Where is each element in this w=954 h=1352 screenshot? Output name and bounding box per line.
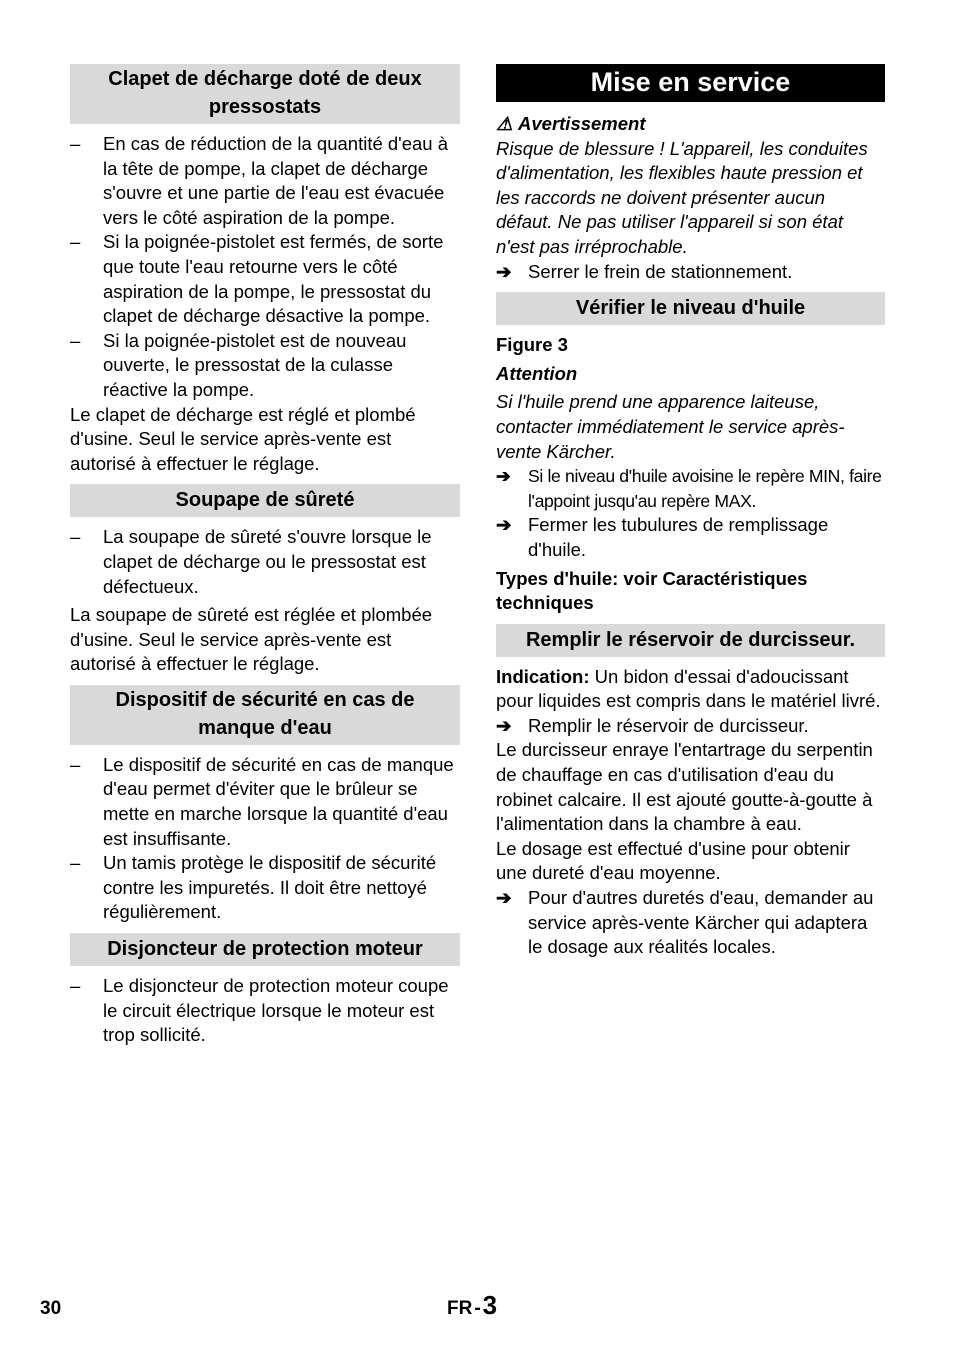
indication-paragraph bbox=[496, 665, 885, 714]
right-column bbox=[496, 64, 885, 960]
step-text: Fermer les tubulures de remplissage d'huile. bbox=[528, 514, 829, 560]
arrow-icon: ➔ bbox=[496, 260, 512, 282]
step-item bbox=[496, 260, 885, 285]
discharge-valve-list bbox=[70, 132, 460, 403]
language-code: FR bbox=[447, 1298, 473, 1319]
dash-bullet: – bbox=[70, 526, 81, 548]
list-item-text: Le dispositif de sécurité en cas de manque d'eau permet d'éviter que le brûleur se mette en marche lorsque la quantité d'eau est insuffisante. bbox=[103, 753, 454, 849]
safety-valve-note: La soupape de sûreté est réglée et plombée d'usine. Seul le service après-vente est autorisé à effectuer le réglage. bbox=[70, 604, 433, 675]
dash-bullet: – bbox=[70, 975, 81, 997]
arrow-icon: ➔ bbox=[496, 514, 512, 536]
warning-heading bbox=[496, 112, 885, 137]
page-number: 30 bbox=[40, 1298, 62, 1319]
step-text: Serrer le frein de stationnement. bbox=[528, 260, 793, 282]
dash-bullet: – bbox=[70, 133, 81, 154]
section-number: 3 bbox=[482, 1290, 498, 1320]
step-text: Si le niveau d'huile avoisine le repère MIN, faire l'appoint jusqu'au repère MAX. bbox=[528, 466, 882, 511]
list-item-text: Si la poignée-pistolet est de nouveau ouverte, le pressostat de la culasse réactive la pompe. bbox=[103, 329, 407, 400]
step-item bbox=[496, 714, 885, 739]
list-item bbox=[70, 974, 460, 1048]
list-item bbox=[70, 753, 460, 851]
page-section-marker bbox=[447, 1290, 498, 1322]
discharge-valve-note: Le clapet de décharge est réglé et plombé d'usine. Seul le service après-vente est autorisé à effectuer le réglage. bbox=[70, 403, 416, 474]
arrow-icon: ➔ bbox=[496, 714, 512, 736]
section-title-hardener: Remplir le réservoir de durcisseur. bbox=[496, 624, 885, 657]
warning-label: Avertissement bbox=[518, 113, 646, 134]
section-title-motor-breaker: Disjoncteur de protection moteur bbox=[70, 933, 460, 966]
list-item-text: La soupape de sûreté s'ouvre lorsque le clapet de décharge ou le pressostat est défectueux. bbox=[103, 526, 432, 597]
attention-label: Attention bbox=[496, 362, 578, 384]
step-item bbox=[496, 886, 885, 960]
oil-types-note: Types d'huile: voir Caractéristiques techniques bbox=[496, 567, 808, 614]
dosage-paragraph: Le dosage est effectué d'usine pour obtenir une dureté d'eau moyenne. bbox=[496, 837, 850, 884]
dash-bullet: – bbox=[70, 852, 81, 874]
step-text: Pour d'autres duretés d'eau, demander au service après-vente Kärcher qui adaptera le dosage aux réalités locales. bbox=[528, 887, 874, 958]
list-item-text: Un tamis protège le dispositif de sécurité contre les impuretés. Il doit être nettoyé régulièrement. bbox=[103, 852, 437, 923]
indication-text: Un bidon d'essai d'adoucissant pour liquides est compris dans le matériel livré. bbox=[496, 665, 881, 712]
indication-label: Indication: bbox=[496, 665, 590, 687]
figure-reference: Figure 3 bbox=[496, 334, 568, 356]
warning-text: Risque de blessure ! L'appareil, les conduites d'alimentation, les flexibles haute pression et les raccords ne doivent présenter aucun défaut. Ne pas utiliser l'appareil si son état n'est pas irréprochable. bbox=[496, 137, 868, 257]
dash-bullet: – bbox=[70, 231, 81, 253]
step-item bbox=[496, 513, 885, 562]
motor-breaker-list bbox=[70, 974, 460, 1048]
section-title-safety-valve: Soupape de sûreté bbox=[70, 484, 460, 517]
section-title-discharge-valve: Clapet de décharge doté de deux pressostats bbox=[70, 64, 460, 124]
safety-valve-list bbox=[70, 525, 460, 599]
section-title-oil-level: Vérifier le niveau d'huile bbox=[496, 292, 885, 325]
main-section-title: Mise en service bbox=[496, 64, 885, 102]
dash-bullet: – bbox=[70, 753, 81, 775]
warning-triangle-icon: ⚠ bbox=[496, 113, 513, 134]
list-item bbox=[70, 851, 460, 925]
water-shortage-list bbox=[70, 753, 460, 925]
dash-bullet: – bbox=[70, 329, 81, 351]
list-item-text: Le disjoncteur de protection moteur coupe le circuit électrique lorsque le moteur est trop sollicité. bbox=[103, 975, 449, 1046]
list-item bbox=[70, 230, 460, 328]
list-item bbox=[70, 329, 460, 403]
arrow-icon: ➔ bbox=[496, 466, 511, 487]
list-item-text: En cas de réduction de la quantité d'eau à la tête de pompe, la clapet de décharge s'ouvre et une partie de l'eau est évacuée vers le côté aspiration de la pompe. bbox=[103, 133, 449, 228]
list-item bbox=[70, 525, 460, 599]
step-text: Remplir le réservoir de durcisseur. bbox=[528, 714, 809, 736]
section-title-water-shortage: Dispositif de sécurité en cas de manque d'eau bbox=[70, 685, 460, 745]
marker-separator: - bbox=[474, 1298, 481, 1319]
attention-text: Si l'huile prend une apparence laiteuse, contacter immédiatement le service après-vente Kärcher. bbox=[496, 391, 845, 462]
step-item bbox=[496, 464, 885, 513]
arrow-icon: ➔ bbox=[496, 887, 512, 909]
list-item bbox=[70, 132, 460, 230]
list-item-text: Si la poignée-pistolet est fermés, de sorte que toute l'eau retourne vers le côté aspiration de la pompe, le pressostat du clapet de décharge désactive la pompe. bbox=[103, 231, 444, 327]
hardener-paragraph: Le durcisseur enraye l'entartrage du serpentin de chauffage en cas d'utilisation d'eau du robinet calcaire. Il est ajouté goutte-à-goutte à l'alimentation dans la chambre à eau. bbox=[496, 739, 873, 835]
left-column bbox=[70, 64, 460, 1048]
